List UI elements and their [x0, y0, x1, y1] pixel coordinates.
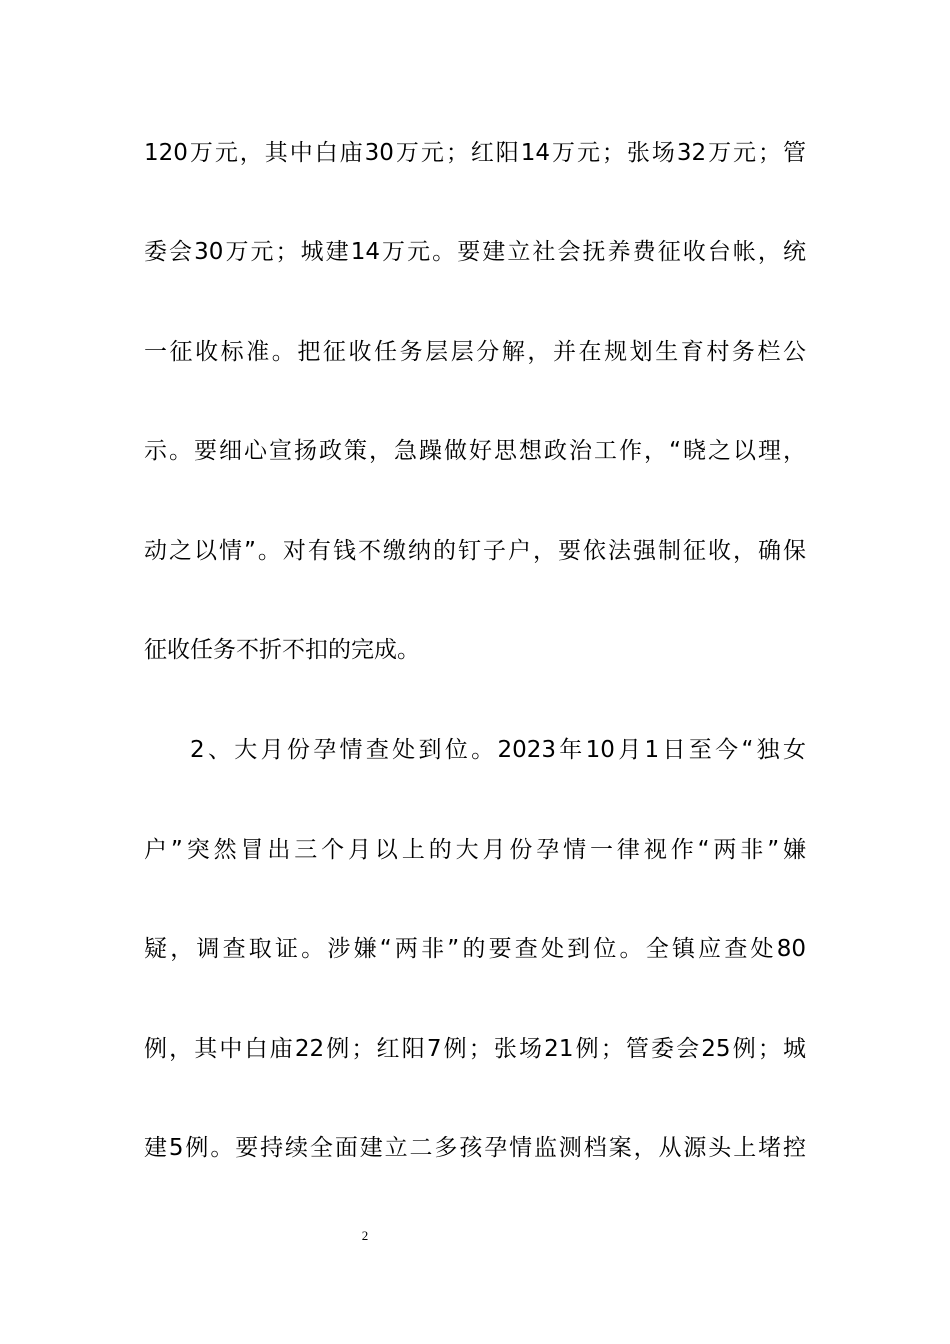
paragraph-1-line-1: 120万元，其中白庙30万元；红阳14万元；张场32万元；管: [144, 140, 806, 166]
paragraph-1-line-4: 示。要细心宣扬政策，急躁做好思想政治工作，“晓之以理，: [144, 438, 806, 464]
paragraph-2-line-5: 建5例。要持续全面建立二多孩孕情监测档案，从源头上堵控: [144, 1135, 806, 1161]
paragraph-1-line-2: 委会30万元；城建14万元。要建立社会抚养费征收台帐，统: [144, 239, 806, 265]
paragraph-1-line-3: 一征收标准。把征收任务层层分解，并在规划生育村务栏公: [144, 339, 806, 365]
paragraph-2-line-3: 疑，调查取证。涉嫌“两非”的要查处到位。全镇应查处80: [144, 936, 806, 962]
page-number: 2: [361, 1228, 369, 1243]
paragraph-1-line-6: 征收任务不折不扣的完成。: [144, 637, 420, 663]
paragraph-1-line-5: 动之以情”。对有钱不缴纳的钉子户，要依法强制征收，确保: [144, 538, 806, 564]
paragraph-2-line-2: 户”突然冒出三个月以上的大月份孕情一律视作“两非”嫌: [144, 837, 806, 863]
paragraph-2-line-1: 2、大月份孕情查处到位。2023年10月1日至今“独女: [190, 737, 806, 763]
paragraph-2-line-4: 例，其中白庙22例；红阳7例；张场21例；管委会25例；城: [144, 1036, 806, 1062]
